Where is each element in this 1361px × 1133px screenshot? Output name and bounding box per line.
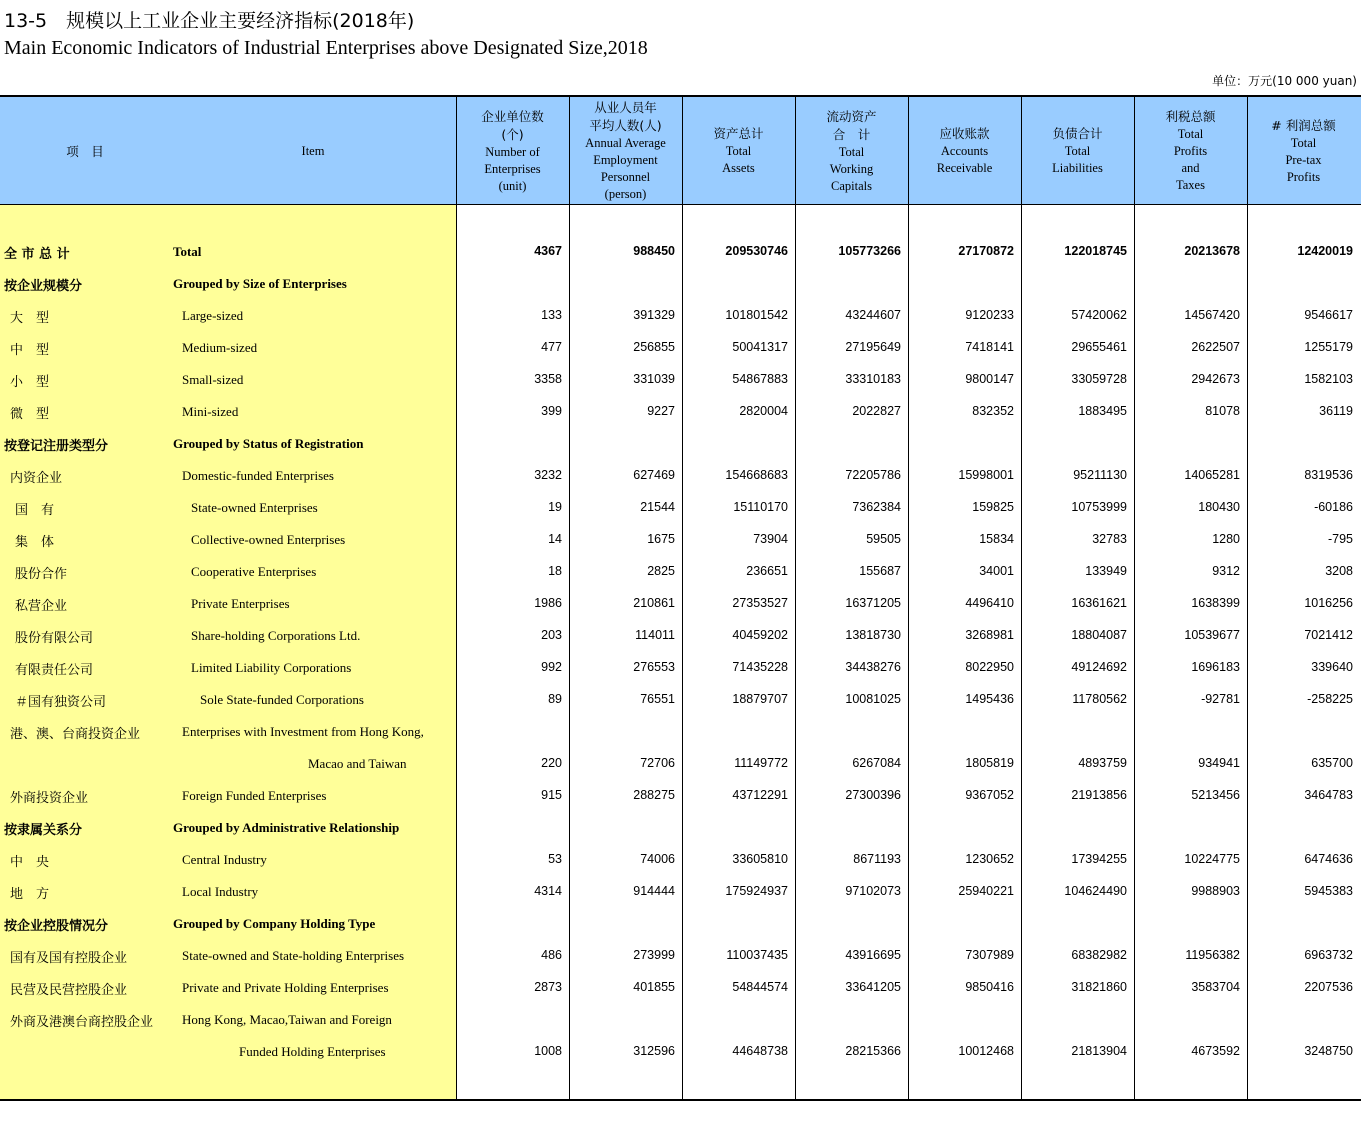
table-cell: 33059728: [1071, 372, 1127, 386]
table-cell: 1255179: [1304, 340, 1353, 354]
table-cell: 17394255: [1071, 852, 1127, 866]
table-row: [0, 332, 1361, 364]
table-cell: 6267084: [852, 756, 901, 770]
table-cell: 54867883: [732, 372, 788, 386]
row-label-en: Enterprises with Investment from Hong Kong,: [182, 724, 424, 739]
row-label-en: Cooperative Enterprises: [191, 564, 317, 579]
table-cell: 18: [548, 564, 562, 578]
table-row: [0, 908, 1361, 940]
table-cell: 16361621: [1071, 596, 1127, 610]
row-label-en: Medium-sized: [182, 340, 258, 355]
row-label-cn: 国有及国有控股企业: [10, 951, 128, 966]
table-cell: 27300396: [845, 788, 901, 802]
table-cell: 1582103: [1304, 372, 1353, 386]
row-label-cn: ＃国有独资公司: [15, 695, 107, 710]
table-cell: 155687: [859, 564, 901, 578]
table-cell: 4314: [534, 884, 562, 898]
table-title-en: Main Economic Indicators of Industrial Enterprises above Designated Size,2018: [4, 37, 648, 59]
table-cell: 4496410: [965, 596, 1014, 610]
table-cell: 43244607: [845, 308, 901, 322]
table-cell: 27170872: [958, 244, 1014, 258]
table-row: [0, 1004, 1361, 1036]
table-row: [0, 716, 1361, 748]
table-cell: 29655461: [1071, 340, 1127, 354]
row-label-en: State-owned and State-holding Enterprises: [182, 948, 405, 963]
column-header-cn: 企业单位数 (个): [481, 108, 544, 142]
table-cell: 89: [548, 692, 562, 706]
table-cell: 486: [541, 948, 562, 962]
table-cell: 27195649: [845, 340, 901, 354]
column-header-cn: 应收账款: [939, 126, 990, 141]
table-cell: 312596: [633, 1044, 675, 1058]
row-label-cn: 按企业控股情况分: [4, 919, 109, 934]
table-cell: 1805819: [965, 756, 1014, 770]
table-cell: 14065281: [1184, 468, 1240, 482]
table-cell: -795: [1327, 532, 1353, 546]
table-cell: 122018745: [1064, 244, 1127, 258]
column-header-en: Total Working Capitals: [829, 144, 874, 193]
table-cell: 21913856: [1071, 788, 1127, 802]
table-cell: 391329: [633, 308, 675, 322]
table-row: [0, 300, 1361, 332]
table-cell: 4673592: [1191, 1044, 1240, 1058]
table-cell: 209530746: [725, 244, 788, 258]
table-cell: 36119: [1319, 404, 1353, 418]
table-cell: 10753999: [1071, 500, 1127, 514]
table-cell: 627469: [633, 468, 675, 482]
table-cell: 10224775: [1184, 852, 1240, 866]
row-label-en: Macao and Taiwan: [308, 756, 407, 771]
row-label-en: Total: [173, 244, 202, 259]
table-cell: 33641205: [845, 980, 901, 994]
table-cell: 57420062: [1071, 308, 1127, 322]
table-cell: 1008: [534, 1044, 562, 1058]
column-header: [1134, 97, 1247, 205]
table-cell: 21813904: [1071, 1044, 1127, 1058]
table-cell: 2022827: [852, 404, 901, 418]
table-cell: 28215366: [845, 1044, 901, 1058]
table-cell: 477: [541, 340, 562, 354]
table-cell: 8671193: [853, 852, 901, 866]
table-cell: 5213456: [1191, 788, 1240, 802]
item-cn-header: 项 目: [66, 143, 104, 159]
row-label-cn: 外商及港澳台商控股企业: [10, 1015, 154, 1030]
table-cell: 9546617: [1304, 308, 1353, 322]
row-label-en: Domestic-funded Enterprises: [182, 468, 334, 483]
table-cell: 6474636: [1304, 852, 1353, 866]
row-label-en: Grouped by Company Holding Type: [173, 916, 376, 931]
table-cell: 3232: [534, 468, 562, 482]
table-row: [0, 364, 1361, 396]
table-cell: 203: [541, 628, 562, 642]
table-cell: 40459202: [732, 628, 788, 642]
row-label-cn: 国 有: [15, 503, 55, 518]
table-cell: 914444: [633, 884, 675, 898]
row-label-en: Share-holding Corporations Ltd.: [191, 628, 361, 643]
table-cell: 276553: [633, 660, 675, 674]
row-label-en: Limited Liability Corporations: [191, 660, 352, 675]
table-cell: 133: [541, 308, 562, 322]
row-label-cn: 小 型: [10, 375, 50, 390]
row-label-cn: 大 型: [10, 311, 50, 326]
table-cell: 7021412: [1304, 628, 1353, 642]
row-label-cn: 按登记注册类型分: [4, 439, 109, 454]
table-cell: 7307989: [965, 948, 1014, 962]
row-label-cn: 全 市 总 计: [4, 247, 70, 262]
table-cell: -258225: [1307, 692, 1353, 706]
table-cell: 44648738: [732, 1044, 788, 1058]
row-label-cn: 外商投资企业: [10, 791, 89, 806]
table-row: [0, 748, 1361, 780]
row-label-en: Small-sized: [182, 372, 244, 387]
table-row: [0, 812, 1361, 844]
row-label-cn: 港、澳、台商投资企业: [10, 727, 141, 742]
table-cell: 175924937: [725, 884, 788, 898]
table-cell: 210861: [633, 596, 675, 610]
table-cell: 2622507: [1191, 340, 1240, 354]
row-label-cn: 内资企业: [10, 471, 63, 486]
row-label-cn: 微 型: [10, 407, 50, 422]
table-cell: 1675: [647, 532, 675, 546]
row-label-cn: 按企业规模分: [4, 279, 83, 294]
table-cell: 159825: [972, 500, 1014, 514]
column-header-en: Number of Enterprises (unit): [484, 144, 541, 193]
row-label-en: State-owned Enterprises: [191, 500, 318, 515]
table-cell: 72706: [640, 756, 675, 770]
table-cell: 133949: [1085, 564, 1127, 578]
table-cell: 43916695: [845, 948, 901, 962]
item-en-header: Item: [301, 143, 325, 158]
table-cell: 15834: [979, 532, 1014, 546]
table-row: [0, 652, 1361, 684]
column-header: [456, 97, 569, 205]
row-label-en: Mini-sized: [182, 404, 239, 419]
table-cell: 934941: [1198, 756, 1240, 770]
table-cell: 50041317: [732, 340, 788, 354]
table-cell: 101801542: [725, 308, 788, 322]
table-cell: 20213678: [1184, 244, 1240, 258]
row-label-en: Funded Holding Enterprises: [239, 1044, 386, 1059]
table-cell: 104624490: [1064, 884, 1127, 898]
bottom-rule: [0, 1099, 1361, 1101]
table-row: [0, 684, 1361, 716]
row-label-en: Central Industry: [182, 852, 267, 867]
column-header: [908, 97, 1021, 205]
table-cell: 110037435: [726, 948, 788, 962]
table-cell: 25940221: [958, 884, 1014, 898]
table-cell: 73904: [753, 532, 788, 546]
column-header-cn: 资产总计: [713, 126, 764, 141]
row-label-cn: 有限责任公司: [15, 663, 94, 678]
row-label-cn: 中 央: [10, 855, 50, 870]
row-label-en: Grouped by Status of Registration: [173, 436, 364, 451]
table-cell: 1696183: [1191, 660, 1240, 674]
row-label-en: Private and Private Holding Enterprises: [182, 980, 389, 995]
table-cell: 76551: [640, 692, 675, 706]
table-cell: 2207536: [1304, 980, 1353, 994]
table-cell: 114011: [635, 628, 675, 642]
table-cell: 220: [541, 756, 562, 770]
column-header-en: Total Profits and Taxes: [1173, 127, 1208, 192]
table-cell: 11149772: [734, 756, 788, 770]
table-cell: 11780562: [1072, 692, 1127, 706]
table-cell: 154668683: [725, 468, 788, 482]
table-cell: 9227: [647, 404, 675, 418]
table-cell: 3208: [1325, 564, 1353, 578]
row-label-en: Grouped by Administrative Relationship: [173, 820, 400, 835]
column-header-cn: 负债合计: [1052, 126, 1103, 141]
table-cell: 1016256: [1304, 596, 1353, 610]
column-header: [569, 97, 682, 205]
table-cell: 33605810: [732, 852, 788, 866]
table-cell: 9120233: [965, 308, 1014, 322]
table-cell: 3464783: [1304, 788, 1353, 802]
table-cell: 13818730: [845, 628, 901, 642]
table-cell: 19: [548, 500, 562, 514]
table-cell: 832352: [972, 404, 1014, 418]
table-cell: 10539677: [1184, 628, 1240, 642]
table-row: [0, 844, 1361, 876]
table-cell: 9312: [1212, 564, 1240, 578]
row-label-cn: 股份有限公司: [15, 631, 94, 646]
table-cell: 7418141: [965, 340, 1014, 354]
unit-note: 单位：万元(10 000 yuan): [1212, 74, 1357, 88]
table-row: [0, 620, 1361, 652]
table-cell: 72205786: [845, 468, 901, 482]
table-cell: 1883495: [1078, 404, 1127, 418]
table-cell: 1638399: [1191, 596, 1240, 610]
table-row: [0, 428, 1361, 460]
table-cell: 15998001: [958, 468, 1014, 482]
column-header: [795, 97, 908, 205]
row-label-en: Large-sized: [182, 308, 244, 323]
table-row: [0, 524, 1361, 556]
table-row: [0, 940, 1361, 972]
table-cell: 14567420: [1184, 308, 1240, 322]
table-cell: 9800147: [965, 372, 1014, 386]
table-cell: -60186: [1314, 500, 1353, 514]
table-cell: 32783: [1092, 532, 1127, 546]
table-cell: 3248750: [1304, 1044, 1353, 1058]
table-cell: 8319536: [1304, 468, 1353, 482]
column-header: [1247, 97, 1360, 205]
table-cell: 635700: [1311, 756, 1353, 770]
table-cell: 2873: [534, 980, 562, 994]
column-header-cn: 流动资产 合 计: [826, 108, 877, 142]
table-cell: 2820004: [739, 404, 788, 418]
table-cell: 9850416: [965, 980, 1014, 994]
table-cell: 21544: [640, 500, 675, 514]
table-row: [0, 236, 1361, 268]
row-label-cn: 股份合作: [15, 567, 68, 582]
table-row: [0, 1036, 1361, 1068]
table-cell: 53: [548, 852, 562, 866]
table-cell: 3583704: [1191, 980, 1240, 994]
column-header-en: Accounts Receivable: [936, 144, 993, 175]
table-cell: 9367052: [965, 788, 1014, 802]
table-cell: 1495436: [965, 692, 1014, 706]
row-label-cn: 中 型: [10, 343, 50, 358]
table-cell: 6963732: [1304, 948, 1353, 962]
table-cell: 288275: [633, 788, 675, 802]
table-cell: 2825: [647, 564, 675, 578]
table-cell: 31821860: [1071, 980, 1127, 994]
table-row: [0, 460, 1361, 492]
row-label-en: Grouped by Size of Enterprises: [173, 276, 347, 291]
table-cell: 992: [541, 660, 562, 674]
table-cell: 95211130: [1073, 468, 1127, 482]
table-cell: 12420019: [1297, 244, 1353, 258]
column-header-en: Total Liabilities: [1052, 144, 1103, 175]
table-cell: 18879707: [732, 692, 788, 706]
table-cell: 34438276: [845, 660, 901, 674]
table-cell: 16371205: [845, 596, 901, 610]
table-cell: 5945383: [1304, 884, 1353, 898]
row-label-en: Private Enterprises: [191, 596, 290, 611]
table-cell: 339640: [1311, 660, 1353, 674]
row-label-en: Hong Kong, Macao,Taiwan and Foreign: [182, 1012, 392, 1027]
table-cell: 988450: [633, 244, 675, 258]
table-cell: 915: [541, 788, 562, 802]
row-label-en: Foreign Funded Enterprises: [182, 788, 327, 803]
table-cell: 49124692: [1071, 660, 1127, 674]
table-cell: 10012468: [958, 1044, 1014, 1058]
table-row: [0, 972, 1361, 1004]
table-cell: 43712291: [732, 788, 788, 802]
table-cell: 3358: [534, 372, 562, 386]
row-label-cn: 民营及民营控股企业: [10, 983, 128, 998]
table-cell: 74006: [640, 852, 675, 866]
table-cell: 71435228: [732, 660, 788, 674]
table-cell: 1280: [1212, 532, 1240, 546]
column-header-en: Total Pre-tax Profits: [1285, 135, 1322, 184]
table-cell: 33310183: [845, 372, 901, 386]
table-cell: 68382982: [1071, 948, 1127, 962]
table-cell: 9988903: [1191, 884, 1240, 898]
table-cell: 34001: [979, 564, 1014, 578]
row-label-cn: 集 体: [15, 535, 55, 550]
table-cell: 256855: [633, 340, 675, 354]
table-row: [0, 396, 1361, 428]
table-cell: 1230652: [965, 852, 1014, 866]
table-cell: 2942673: [1191, 372, 1240, 386]
table-cell: 331039: [633, 372, 675, 386]
row-label-en: Collective-owned Enterprises: [191, 532, 346, 547]
table-cell: 15110170: [733, 500, 788, 514]
table-cell: 54844574: [732, 980, 788, 994]
row-label-cn: 按隶属关系分: [4, 823, 83, 838]
table-cell: 14: [548, 532, 562, 546]
table-cell: 401855: [633, 980, 675, 994]
table-cell: 1986: [534, 596, 562, 610]
column-header-en: Annual Average Employment Personnel (person): [585, 136, 666, 201]
table-cell: -92781: [1201, 692, 1240, 706]
table-row: [0, 588, 1361, 620]
table-cell: 236651: [746, 564, 788, 578]
row-label-en: Local Industry: [182, 884, 259, 899]
table-cell: 11956382: [1185, 948, 1240, 962]
table-cell: 4893759: [1078, 756, 1127, 770]
table-cell: 399: [541, 404, 562, 418]
table-title-cn: 13-5 规模以上工业企业主要经济指标(2018年): [4, 10, 415, 32]
table-cell: 18804087: [1071, 628, 1127, 642]
table-cell: 8022950: [965, 660, 1014, 674]
table-row: [0, 492, 1361, 524]
table-cell: 273999: [633, 948, 675, 962]
column-header: [682, 97, 795, 205]
table-cell: 4367: [534, 244, 562, 258]
table-row: [0, 780, 1361, 812]
column-header-cn: # 利润总额: [1271, 117, 1336, 133]
table-cell: 59505: [866, 532, 901, 546]
table-cell: 180430: [1198, 500, 1240, 514]
table-row: [0, 876, 1361, 908]
column-header-en: Total Assets: [722, 144, 755, 175]
column-header-cn: 从业人员年 平均人数(人): [589, 100, 662, 133]
row-label-en: Sole State-funded Corporations: [200, 692, 364, 707]
column-header: [1021, 97, 1134, 205]
row-label-cn: 私营企业: [15, 599, 68, 614]
table-cell: 81078: [1205, 404, 1240, 418]
table-cell: 105773266: [838, 244, 901, 258]
table-cell: 27353527: [732, 596, 788, 610]
table-cell: 3268981: [965, 628, 1014, 642]
table-cell: 97102073: [845, 884, 901, 898]
table-row: [0, 556, 1361, 588]
row-label-cn: 地 方: [10, 887, 50, 902]
table-row: [0, 268, 1361, 300]
column-header-cn: 利税总额: [1165, 109, 1216, 124]
table-cell: 10081025: [845, 692, 901, 706]
table-cell: 7362384: [852, 500, 901, 514]
